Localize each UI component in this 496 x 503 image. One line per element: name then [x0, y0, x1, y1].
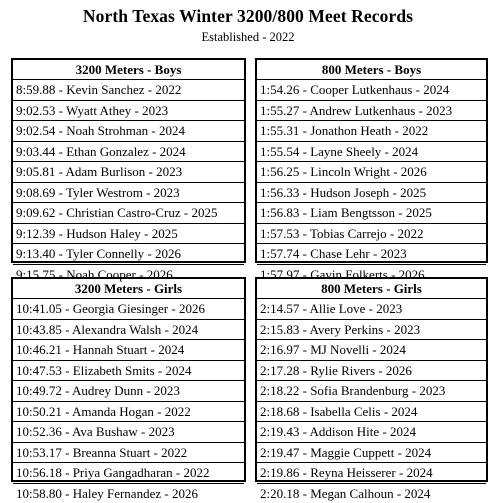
table-row: 1:56.33 - Hudson Joseph - 2025	[257, 183, 486, 204]
table-row: 10:43.85 - Alexandra Walsh - 2024	[13, 320, 244, 341]
table-row: 2:18.22 - Sofia Brandenburg - 2023	[257, 381, 486, 402]
table-row: 1:55.54 - Layne Sheely - 2024	[257, 142, 486, 163]
table-row: 1:55.31 - Jonathon Heath - 2022	[257, 121, 486, 142]
table-row: 1:57.74 - Chase Lehr - 2023	[257, 244, 486, 265]
table-row: 2:19.47 - Maggie Cuppett - 2024	[257, 443, 486, 464]
table-row: 9:13.40 - Tyler Connelly - 2026	[13, 244, 244, 265]
table-3200-boys	[11, 58, 246, 263]
table-row: 9:05.81 - Adam Burlison - 2023	[13, 162, 244, 183]
table-row: 9:09.62 - Christian Castro-Cruz - 2025	[13, 203, 244, 224]
table-row: 9:12.39 - Hudson Haley - 2025	[13, 224, 244, 245]
table-heading: 800 Meters - Girls	[257, 279, 486, 299]
table-row: 2:15.83 - Avery Perkins - 2023	[257, 320, 486, 341]
table-row: 1:56.83 - Liam Bengtsson - 2025	[257, 203, 486, 224]
table-row: 2:19.86 - Reyna Heisserer - 2024	[257, 463, 486, 484]
table-heading: 3200 Meters - Boys	[13, 60, 244, 80]
table-row: 9:02.54 - Noah Strohman - 2024	[13, 121, 244, 142]
table-row: 2:20.18 - Megan Calhoun - 2024	[257, 484, 486, 503]
table-row: 10:50.21 - Amanda Hogan - 2022	[13, 402, 244, 423]
table-row: 2:14.57 - Allie Love - 2023	[257, 299, 486, 320]
table-heading: 3200 Meters - Girls	[13, 279, 244, 299]
page-subtitle: Established - 2022	[0, 30, 496, 45]
table-row: 2:18.68 - Isabella Celis - 2024	[257, 402, 486, 423]
table-row: 10:56.18 - Priya Gangadharan - 2022	[13, 463, 244, 484]
table-row: 9:02.53 - Wyatt Athey - 2023	[13, 101, 244, 122]
table-row: 1:56.25 - Lincoln Wright - 2026	[257, 162, 486, 183]
table-row: 9:08.69 - Tyler Westrom - 2023	[13, 183, 244, 204]
table-row: 10:46.21 - Hannah Stuart - 2024	[13, 340, 244, 361]
table-row: 2:17.28 - Rylie Rivers - 2026	[257, 361, 486, 382]
table-800-girls	[255, 277, 488, 482]
table-row: 1:55.27 - Andrew Lutkenhaus - 2023	[257, 101, 486, 122]
table-row: 1:54.26 - Cooper Lutkenhaus - 2024	[257, 80, 486, 101]
table-row: 10:41.05 - Georgia Giesinger - 2026	[13, 299, 244, 320]
table-row: 9:03.44 - Ethan Gonzalez - 2024	[13, 142, 244, 163]
table-row: 8:59.88 - Kevin Sanchez - 2022	[13, 80, 244, 101]
table-3200-girls	[11, 277, 246, 482]
table-row: 2:19.43 - Addison Hite - 2024	[257, 422, 486, 443]
table-row: 10:53.17 - Breanna Stuart - 2022	[13, 443, 244, 464]
table-800-boys	[255, 58, 488, 263]
table-row: 1:57.53 - Tobias Carrejo - 2022	[257, 224, 486, 245]
table-row: 10:47.53 - Elizabeth Smits - 2024	[13, 361, 244, 382]
table-row: 9:15.75 - Noah Cooper - 2026	[13, 265, 244, 285]
table-heading: 800 Meters - Boys	[257, 60, 486, 80]
table-row: 10:52.36 - Ava Bushaw - 2023	[13, 422, 244, 443]
table-row: 10:49.72 - Audrey Dunn - 2023	[13, 381, 244, 402]
table-row: 2:16.97 - MJ Novelli - 2024	[257, 340, 486, 361]
table-row: 1:57.97 - Gavin Folkerts - 2026	[257, 265, 486, 285]
table-row: 10:58.80 - Haley Fernandez - 2026	[13, 484, 244, 503]
page-title: North Texas Winter 3200/800 Meet Records	[0, 6, 496, 27]
